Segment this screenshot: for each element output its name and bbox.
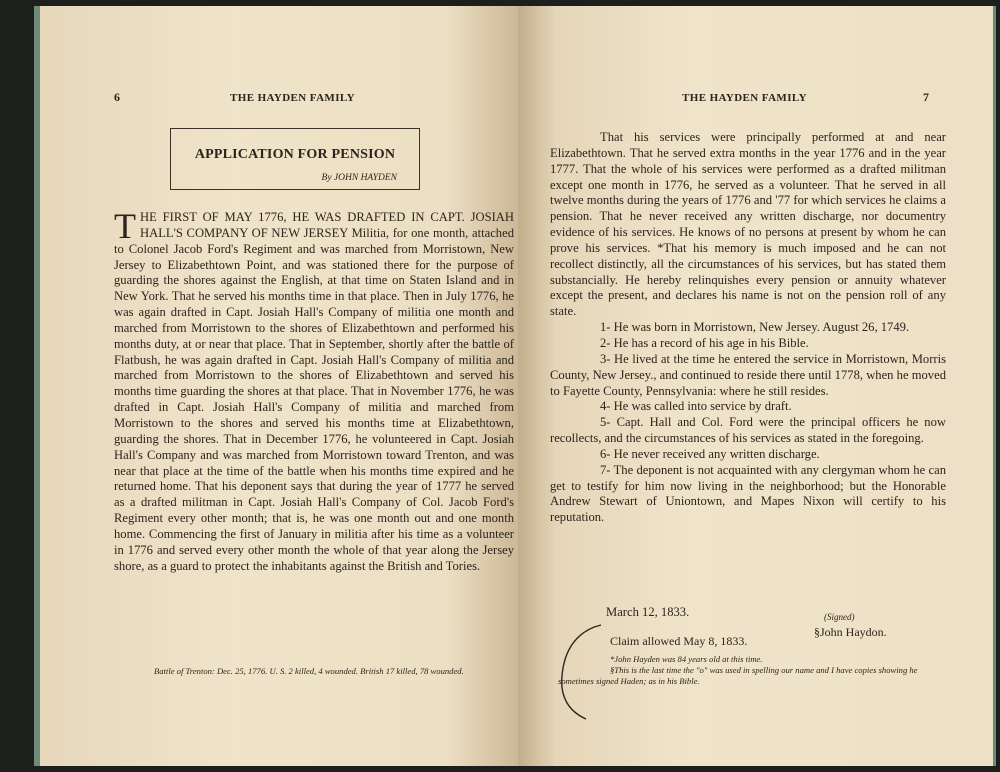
list-item: 1- He was born in Morristown, New Jersey. August 26, 1749.: [600, 320, 910, 335]
signed-label: (Signed): [824, 612, 855, 622]
page-number: 6: [114, 90, 120, 104]
list-item: 4- He was called into service by draft.: [600, 399, 792, 414]
signature-date: March 12, 1833.: [606, 605, 690, 619]
running-head: THE HAYDEN FAMILY: [682, 92, 807, 104]
running-head: THE HAYDEN FAMILY: [230, 92, 355, 104]
byline: By JOHN HAYDEN: [321, 173, 397, 183]
footnote: *John Hayden was 84 years old at this time.: [610, 654, 763, 664]
footnotes: [558, 654, 954, 687]
footnote: Battle of Trenton: Dec. 25, 1776. U. S. 2 killed, 4 wounded. British 17 killed, 78 wounded.: [154, 666, 464, 676]
footnote: §This is the last time the "o" was used in spelling our name and I have copies showing he sometimes signed Haden; as in his Bible.: [558, 665, 918, 686]
right-page: [518, 6, 996, 766]
page-number: 7: [923, 90, 929, 104]
signer-name: §John Haydon.: [814, 625, 887, 639]
body-text: [550, 130, 946, 526]
left-page: [34, 6, 518, 766]
list-item: 5- Capt. Hall and Col. Ford were the principal officers he now recollects, and the circumstances of his services as stated in the foregoing.: [550, 415, 946, 446]
list-item: 2- He has a record of his age in his Bible.: [600, 335, 809, 350]
claim-note: Claim allowed May 8, 1833.: [610, 634, 748, 648]
title-box: [170, 128, 420, 190]
article-title: APPLICATION FOR PENSION: [194, 147, 396, 162]
list-item: 6- He never received any written discharge.: [600, 446, 820, 461]
list-item: 3- He lived at the time he entered the service in Morristown, Morris County, New Jersey., and continued to reside there until 1778, when he moved to Fayette County, Pennsylvania: where he still resides.: [550, 351, 946, 398]
body-text: [114, 206, 514, 574]
drop-cap: T: [114, 206, 136, 246]
intro-paragraph: That his services were principally performed at and near Elizabethtown. That he served extra months in the year 1776 and in the year 1777. That the whole of his services were performed as a drafted militman except one month in 1776, he served as a volunteer. That he served in all twelve months during the years of 1776 and '77 for which services he claims a pension. That he never received any written discharge, nor documentry evidence of his services. He knows of no persons at present by whom he can prove his services. *That his memory is much imposed and he can not recollect distinctly, all the circumstances of his services, but has stated them substancially. He hereby relinquishes every pension or annuity whatever except the present, and declares his name is not on the pension roll of any state.: [550, 130, 946, 319]
list-item: 7- The deponent is not acquainted with any clergyman whom he can get to testify for him now living in the neighborhood; but the Honorable Andrew Stewart of Uniontown, and Mapes Nixon will certify to his reputation.: [550, 462, 946, 525]
body-paragraph: HE FIRST OF MAY 1776, HE WAS DRAFTED IN CAPT. JOSIAH HALL'S COMPANY OF NEW JERSEY Militia, for one month, attached to Colonel Jacob Ford's Regiment and was marched from Morristown, New Jersey to Elizabethtown Point, and was stationed there for the purpose of guarding the shores against the English, at that time on Staten Island and in New York. That he served his months time in that place. Then in July 1776, he was again drafted in Capt. Josiah Hall's Company of militia one month and marched from Morristown to the shores of Elizabethtown and performed his months duty, at or near that place. That in September, shortly after the battle of Flatbush, he was again drafted in Capt. Josiah Hall's Company of militia and marched from Morristown to the shores of Elizabethtown and served his months time guarding the shores at that place. That in November 1776, he was drafted in Capt. Josiah Hall's Company of militia and marched from Morristown to the shores and served his months time at Elizabethtown, guarding the shores. That in December 1776, he volunteered in Capt. Josiah Hall's Company and was marched from Morristown toward Trenton, and was near that place at the time of the battle when his months time expired and he returned home. That his deponent says that during the year of 1777 he served as a drafted militman in Capt. Josiah Hall's Company of Col. Jacob Ford's Regiment every other month; that is, he was one month out and one month home. Commencing the first of January in militia after his time as a volunteer in 1776 and served every other month the whole of that year along the Jersey shore, as a guard to protect the inhabitants against the British and Tories.: [114, 210, 514, 573]
